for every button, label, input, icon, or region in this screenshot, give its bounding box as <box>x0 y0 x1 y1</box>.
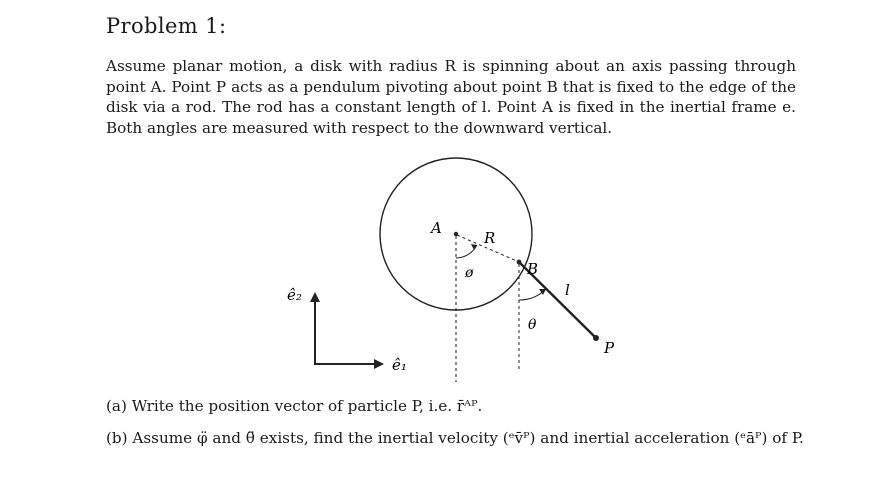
label-p: P <box>604 339 615 357</box>
label-phi: ø <box>465 265 474 281</box>
point-p-dot <box>593 335 599 341</box>
label-e1: ê₁ <box>392 356 407 374</box>
question-a: (a) Write the position vector of particle P, i.e. r̄ᴬᴾ. <box>106 397 483 415</box>
problem-statement: Assume planar motion, a disk with radius R is spinning about an axis passing through point A. Point P acts as a pendulum pivoting about point B that is fixed to the edge of the disk via a rod. The rod has a constant length of l. Point A is fixed in the inertial frame e. Both angles are measured with respect to the downward vertical. <box>106 57 796 137</box>
label-r: R <box>484 229 496 247</box>
label-l: l <box>565 281 570 299</box>
label-e2: ê₂ <box>287 286 302 304</box>
e2-arrowhead <box>310 292 320 302</box>
label-a: A <box>431 219 442 237</box>
question-b: (b) Assume φ̈ and θ̈ exists, find the inertial velocity (ᵉv̄ᴾ) and inertial acceleration (ᵉāᴾ) of P. <box>106 429 804 447</box>
label-b: B <box>527 260 539 278</box>
e1-arrowhead <box>374 359 384 369</box>
problem-title: Problem 1: <box>106 14 227 38</box>
label-theta: θ <box>528 317 537 333</box>
